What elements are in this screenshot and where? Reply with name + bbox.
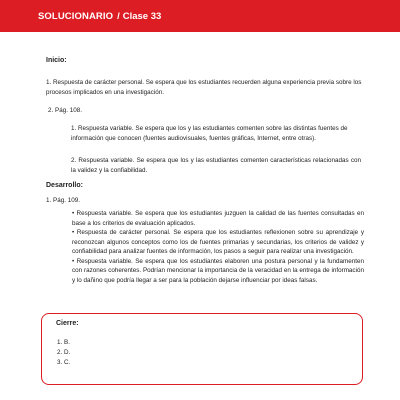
header-bar	[0, 0, 400, 32]
cierre-answer: 2. D.	[57, 349, 71, 356]
cierre-answer: 1. B.	[57, 339, 70, 346]
inicio-item-2-label: 2. Pág. 108.	[48, 107, 82, 114]
cierre-answer-list	[57, 338, 70, 368]
bullet-item: • Respuesta variable. Se espera que los estudiantes juzguen la calidad de las fuentes consultadas en base a los criterios de evaluación aplicados.	[72, 210, 364, 227]
cierre-answer: 3. C.	[57, 359, 71, 366]
bullet-item: • Respuesta variable. Se espera que los estudiantes elaboren una postura personal y la fundamenten con razones coherentes. Podrían mencionar la importancia de la veracidad en la entrega de información y lo dañino que podría llegar a ser para la población dejarse influenciar por ideas falsas.	[72, 257, 364, 284]
inicio-heading: Inicio:	[46, 57, 67, 64]
cierre-heading: Cierre:	[56, 320, 79, 327]
inicio-item-1: 1. Respuesta de carácter personal. Se espera que los estudiantes recuerden alguna experiencia previa sobre los procesos implicados en una investigación.	[46, 79, 362, 96]
header-title: SOLUCIONARIO	[38, 10, 114, 22]
inicio-item-2-2: 2. Respuesta variable. Se espera que los y las estudiantes comenten características relacionadas con la validez y la confiabilidad.	[71, 157, 361, 174]
desarrollo-bullet-list	[72, 209, 364, 285]
bullet-item: • Respuesta de carácter personal. Se espera que los estudiantes reflexionen sobre su aprendizaje y reconozcan algunos conceptos como los de fuentes primarias y secundarias, los criterios de validez y confiabilidad para analizar fuentes de información, los pasos a seguir para realizar una investigación.	[72, 229, 364, 255]
desarrollo-heading: Desarrollo:	[46, 182, 83, 189]
header-clase: Clase 33	[122, 10, 162, 22]
header-separator: /	[117, 10, 120, 22]
desarrollo-item-1-label: 1. Pág. 109.	[46, 197, 80, 204]
inicio-item-2-1: 1. Respuesta variable. Se espera que los y las estudiantes comenten sobre las distintas fuentes de información que conocen (fuentes audiovisuales, fuentes gráficas, Internet, entre otras).	[71, 125, 348, 142]
cierre-box	[41, 313, 363, 385]
